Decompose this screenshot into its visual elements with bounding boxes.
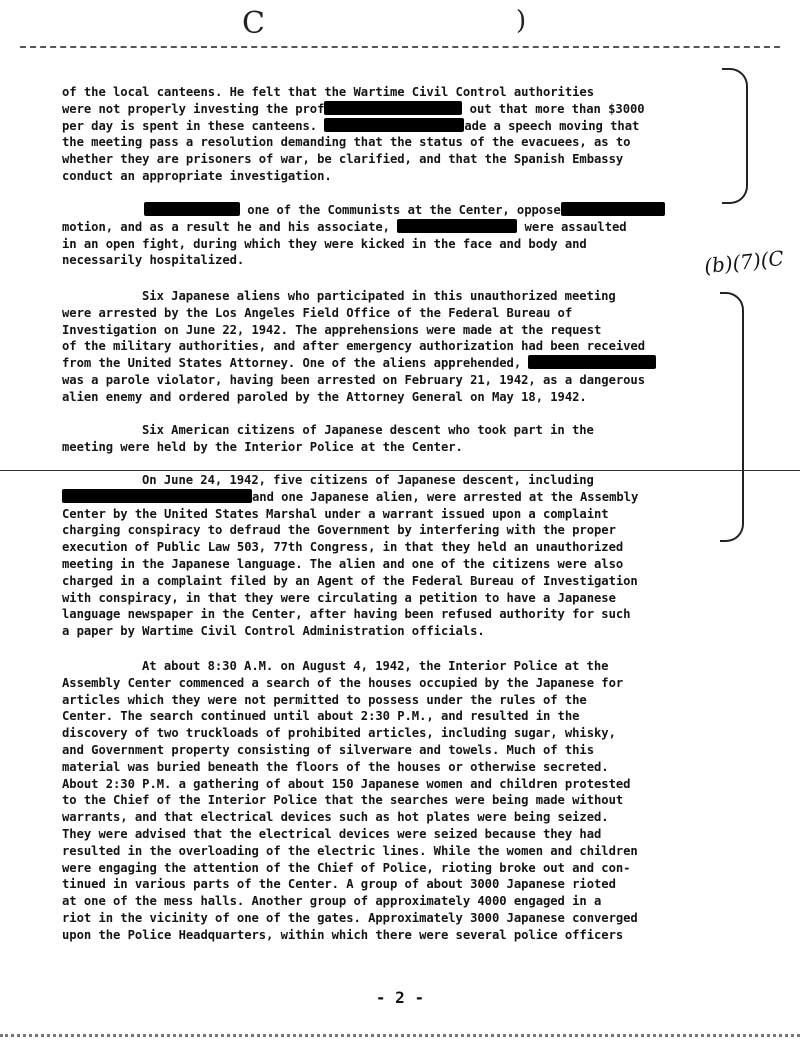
handwritten-margin-note: (b)(7)(C <box>702 245 785 279</box>
text-line: material was buried beneath the floors of the houses or otherwise secreted. <box>62 759 609 774</box>
text-line: of the military authorities, and after emergency authorization had been received <box>62 339 646 354</box>
text-line: per day is spent in these canteens. ade a speech moving that <box>62 118 640 133</box>
text-line: were not properly investing the prof out that more than $3000 <box>62 101 645 116</box>
text-line: On June 24, 1942, five citizens of Japanese descent, including <box>142 473 594 487</box>
punch-hole-mark-left: C <box>242 6 265 41</box>
text-line: conduct an appropriate investigation. <box>62 168 332 183</box>
redaction-block <box>324 101 462 115</box>
text-line: About 2:30 P.M. a gathering of about 150 Japanese women and children protested <box>62 776 631 791</box>
text-line: upon the Police Headquarters, within which there were several police officers <box>62 927 624 942</box>
redaction-block <box>324 118 464 132</box>
text-line: whether they are prisoners of war, be clarified, and that the Spanish Embassy <box>62 152 624 167</box>
text-line: was a parole violator, having been arrested on February 21, 1942, as a dangerous <box>62 372 646 387</box>
top-dashed-line <box>20 46 780 48</box>
text-line: were engaging the attention of the Chief of Police, rioting broke out and con- <box>62 860 631 875</box>
paragraph-canteens <box>62 84 730 185</box>
paragraph-riot <box>62 658 730 944</box>
text-line: necessarily hospitalized. <box>62 253 245 268</box>
page-number: - 2 - <box>375 988 425 1007</box>
text-line: Center by the United States Marshal under a warrant issued upon a complaint <box>62 506 609 521</box>
redaction-block <box>144 202 240 216</box>
text-line: They were advised that the electrical devices were seized because they had <box>62 826 602 841</box>
scan-rule <box>0 470 800 471</box>
text-line: warrants, and that electrical devices such as hot plates were being seized. <box>62 810 609 825</box>
text-line: resulted in the overloading of the electric lines. While the women and children <box>62 843 638 858</box>
text-line: of the local canteens. He felt that the Wartime Civil Control authorities <box>62 85 594 99</box>
paragraph-conspiracy <box>62 472 730 640</box>
text-line: language newspaper in the Center, after having been refused authority for such <box>62 607 631 622</box>
text-line: Six Japanese aliens who participated in this unauthorized meeting <box>142 289 616 303</box>
text-line: at one of the mess halls. Another group of approximately 4000 engaged in a <box>62 894 602 909</box>
redaction-block <box>561 202 665 216</box>
text-line: charged in a complaint filed by an Agent of the Federal Bureau of Investigation <box>62 573 638 588</box>
text-line: motion, and as a result he and his associate, were assaulted <box>62 219 627 234</box>
text-line: discovery of two truckloads of prohibited articles, including sugar, whisky, <box>62 726 616 741</box>
text-line: with conspiracy, in that they were circulating a petition to have a Japanese <box>62 590 616 605</box>
paragraph-citizens-held <box>62 422 730 456</box>
margin-bracket <box>720 292 744 542</box>
text-line: charging conspiracy to defraud the Government by interfering with the proper <box>62 523 616 538</box>
text-line: were arrested by the Los Angeles Field Office of the Federal Bureau of <box>62 305 573 320</box>
text-line: and one Japanese alien, were arrested at the Assembly <box>62 489 730 506</box>
text-line: the meeting pass a resolution demanding that the status of the evacuees, as to <box>62 135 631 150</box>
text-line: Investigation on June 22, 1942. The apprehensions were made at the request <box>62 322 602 337</box>
text-line: riot in the vicinity of one of the gates. Approximately 3000 Japanese converged <box>62 910 638 925</box>
text-line: and Government property consisting of silverware and towels. Much of this <box>62 742 594 757</box>
text-line: to the Chief of the Interior Police that the searches were being made without <box>62 793 624 808</box>
redaction-block <box>397 219 517 233</box>
text-line: At about 8:30 A.M. on August 4, 1942, the Interior Police at the <box>142 659 609 673</box>
paragraph-arrests <box>62 288 730 406</box>
punch-hole-mark-right: ) <box>516 6 527 36</box>
margin-bracket <box>722 68 748 204</box>
text-line: execution of Public Law 503, 77th Congress, in that they held an unauthorized <box>62 540 624 555</box>
redaction-block <box>62 489 252 503</box>
text-line: from the United States Attorney. One of the aliens apprehended, <box>62 355 730 372</box>
paragraph-assault <box>62 202 730 269</box>
text-line: alien enemy and ordered paroled by the Attorney General on May 18, 1942. <box>62 389 587 404</box>
text-line: tinued in various parts of the Center. A group of about 3000 Japanese rioted <box>62 877 616 892</box>
text-line: meeting in the Japanese language. The alien and one of the citizens were also <box>62 556 624 571</box>
scan-edge-line <box>0 1034 800 1037</box>
redaction-block <box>528 355 656 369</box>
text-line: Six American citizens of Japanese descent who took part in the <box>142 423 594 437</box>
text-line: articles which they were not permitted to possess under the rules of the <box>62 692 587 707</box>
text-line: Center. The search continued until about 2:30 P.M., and resulted in the <box>62 709 580 724</box>
text-line: a paper by Wartime Civil Control Administration officials. <box>62 624 485 639</box>
text-line: in an open fight, during which they were kicked in the face and body and <box>62 236 587 251</box>
text-line: one of the Communists at the Center, oppose <box>62 202 730 219</box>
text-line: Assembly Center commenced a search of the houses occupied by the Japanese for <box>62 675 624 690</box>
text-line: meeting were held by the Interior Police at the Center. <box>62 439 463 454</box>
